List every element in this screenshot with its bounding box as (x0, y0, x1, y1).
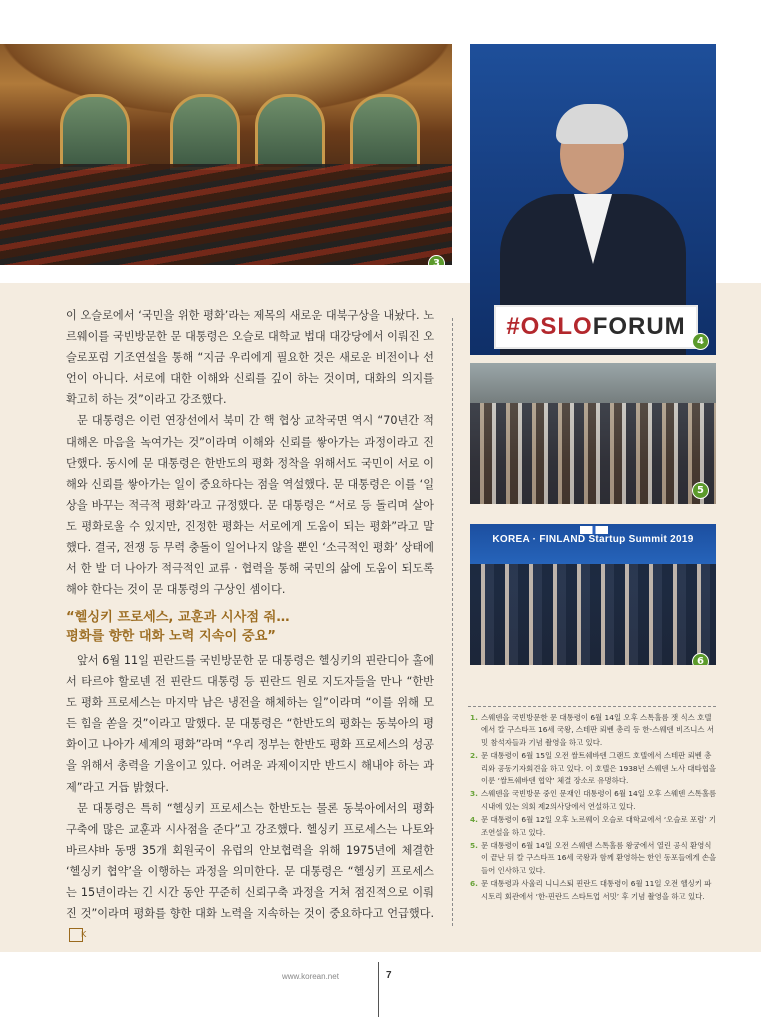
caption-number: 6. (470, 879, 478, 889)
article-column-bottom (66, 650, 434, 945)
caption-number: 4. (470, 815, 478, 825)
caption-divider (468, 706, 716, 707)
photo-crowd-welcome (470, 363, 716, 504)
caption-number: 5. (470, 841, 478, 851)
caption-number: 2. (470, 751, 478, 761)
arch-window (350, 94, 420, 170)
end-mark-icon: K (69, 928, 83, 942)
caption-text: 문 대통령이 6월 14일 오전 스웨덴 스톡홀름 왕궁에서 열린 공식 환영식이 끝난 뒤 칼 구스타프 16세 국왕과 함께 환영하는 한인 동포들에게 손을 들어 인사하고 있다. (481, 841, 717, 875)
caption-item (470, 878, 718, 903)
headline-line-1: “헬싱키 프로세스, 교훈과 시사점 줘… (66, 610, 290, 625)
caption-text: 문 대통령이 6월 12일 오후 노르웨이 오슬로 대학교에서 ‘오슬로 포럼’ 기조연설을 하고 있다. (481, 815, 717, 837)
banner-oslo: #OSLO (506, 313, 593, 340)
caption-item (470, 712, 718, 749)
section-headline (66, 608, 446, 646)
footer-url[interactable]: www.korean.net (282, 972, 339, 981)
page-number: 7 (386, 970, 392, 981)
caption-item (470, 814, 718, 839)
photo-assembly-hall (0, 44, 452, 265)
crowd-people (470, 403, 716, 504)
caption-text: 문 대통령과 사울리 니니스퇴 핀란드 대통령이 6월 11일 오전 헬싱키 파시토리 회관에서 ‘한-핀란드 스타트업 서밋’ 후 기념 촬영을 하고 있다. (481, 879, 712, 901)
summit-banner-text: KOREA · FINLAND Startup Summit 2019 (492, 534, 694, 545)
arch-window (255, 94, 325, 170)
photo-captions (470, 712, 718, 904)
oslo-forum-banner (494, 305, 698, 349)
arch-window (170, 94, 240, 170)
speaker-hair (556, 104, 628, 144)
caption-number: 3. (470, 789, 478, 799)
group-photo-people (470, 564, 716, 665)
photo-startup-summit (470, 524, 716, 665)
caption-number: 1. (470, 713, 478, 722)
caption-text: 스웨덴을 국빈방문 중인 문재인 대통령이 6월 14일 오후 스웨덴 스톡홀름 시내에 있는 의회 제2의사당에서 연설하고 있다. (481, 789, 717, 811)
caption-item (470, 788, 718, 813)
footer-divider (378, 962, 379, 1017)
flags-icon (580, 526, 608, 534)
column-divider (452, 318, 453, 926)
photo-number-badge: 4 (692, 333, 709, 350)
headline-line-2: 평화를 향한 대화 노력 지속이 중요” (66, 629, 276, 644)
bottom-band (0, 952, 761, 1017)
photo-number-badge: 6 (692, 653, 709, 665)
seated-delegates (0, 164, 452, 265)
arch-window (60, 94, 130, 170)
paragraph: 이 오슬로에서 ‘국민을 위한 평화’라는 제목의 새로운 대북구상을 내놨다. 노르웨이를 국빈방문한 문 대통령은 오슬로 대학교 법대 대강당에서 이뤄진 오슬로포럼 기조연설을 통해 “지금 우리에게 필요한 것은 새로운 비전이나 선언이 아니다. 서로에 대한 이해와 신뢰를 깊이 하는 것이며, 대화의 의지를 확고히 하는 것”이라고 강조했다. (66, 309, 434, 407)
photo-number-badge: 5 (692, 482, 709, 499)
paragraph: 문 대통령은 특히 “헬싱키 프로세스는 한반도는 물론 동북아에서의 평화 구축에 많은 교훈과 시사점을 준다”고 강조했다. 헬싱키 프로세스는 나토와 바르샤바 동맹 35개 회원국이 유럽의 안보협력을 위해 1975년에 체결한 ‘헬싱키 협약’을 이행하는 과정을 의미한다. 문 대통령은 “헬싱키 프로세스는 15년이라는 긴 시간 동안 꾸준히 신뢰구축 과정을 거쳐 점진적으로 이뤄진 것”이라며 평화를 향한 대화 노력을 지속하는 것이 중요하다고 언급했다. (66, 801, 434, 921)
photo-speaker (470, 44, 716, 355)
article-column-top (66, 305, 434, 600)
banner-forum: FORUM (592, 313, 686, 340)
caption-item (470, 840, 718, 877)
photo-number-badge: 3 (428, 255, 445, 265)
paragraph: 문 대통령은 이런 연장선에서 북미 간 핵 협상 교착국면 역시 “70년간 적대해온 마음을 녹여가는 것”이라며 이해와 신뢰를 쌓아가는 과정이라고 진단했다. 동시에 문 대통령은 한반도의 평화 정착을 위해서도 국민이 서로 이해와 신뢰를 쌓아가는 일이 중요하다는 점을 역설했다. 문 대통령은 이를 ‘일상을 바꾸는 적극적 평화’라고 규정했다. 문 대통령은 “서로 등 돌리며 살아도 평화로울 수 있지만, 진정한 평화는 서로에게 도움이 되는 평화”라고 말했다. 결국, 전쟁 등 무력 충돌이 일어나지 않을 뿐인 ‘소극적인 평화’ 상태에서 한 발 더 나아가 적극적인 교류 · 협력을 통해 국민의 삶에 도움이 되도록 해야 한다는 것이 문 대통령의 구상인 셈이다. (66, 414, 434, 597)
caption-item (470, 750, 718, 787)
caption-text: 문 대통령이 6월 15일 오전 쌀트쉐바덴 그랜드 호텔에서 스테판 뢰벤 총리와 공동기자회견을 하고 있다. 이 호텔은 1938년 스웨덴 노사 대타협을 이룬 ‘쌀트쉐바덴 협약’ 체결 장소로 유명하다. (481, 751, 717, 786)
caption-text: 스웨덴을 국빈방문한 문 대통령이 6월 14일 오후 스톡홀름 잿 식스 호텔에서 칼 구스타프 16세 국왕, 스테판 뢰벤 총리 등 한-스웨덴 비즈니스 서밋 참석자들과 기념 촬영을 하고 있다. (481, 713, 715, 747)
paragraph: 앞서 6월 11일 핀란드를 국빈방문한 문 대통령은 헬싱키의 핀란디아 홀에서 타르야 할로넨 전 핀란드 대통령 등 핀란드 원로 지도자들을 만나 “한반도 평화 프로세스는 마지막 남은 냉전을 해체하는 일”이라며 “이를 위해 모든 힘을 쏟을 것”이라고 말했다. 문 대통령은 “한반도의 평화는 동북아의 평화이고 나아가 세계의 평화”라며 “우리 정부는 한반도 평화 프로세스의 성공을 위해서 총력을 기울이고 있다. 어려운 과제이지만 반드시 해내야 하는 과제”라고 거듭 밝혔다. (66, 654, 434, 794)
